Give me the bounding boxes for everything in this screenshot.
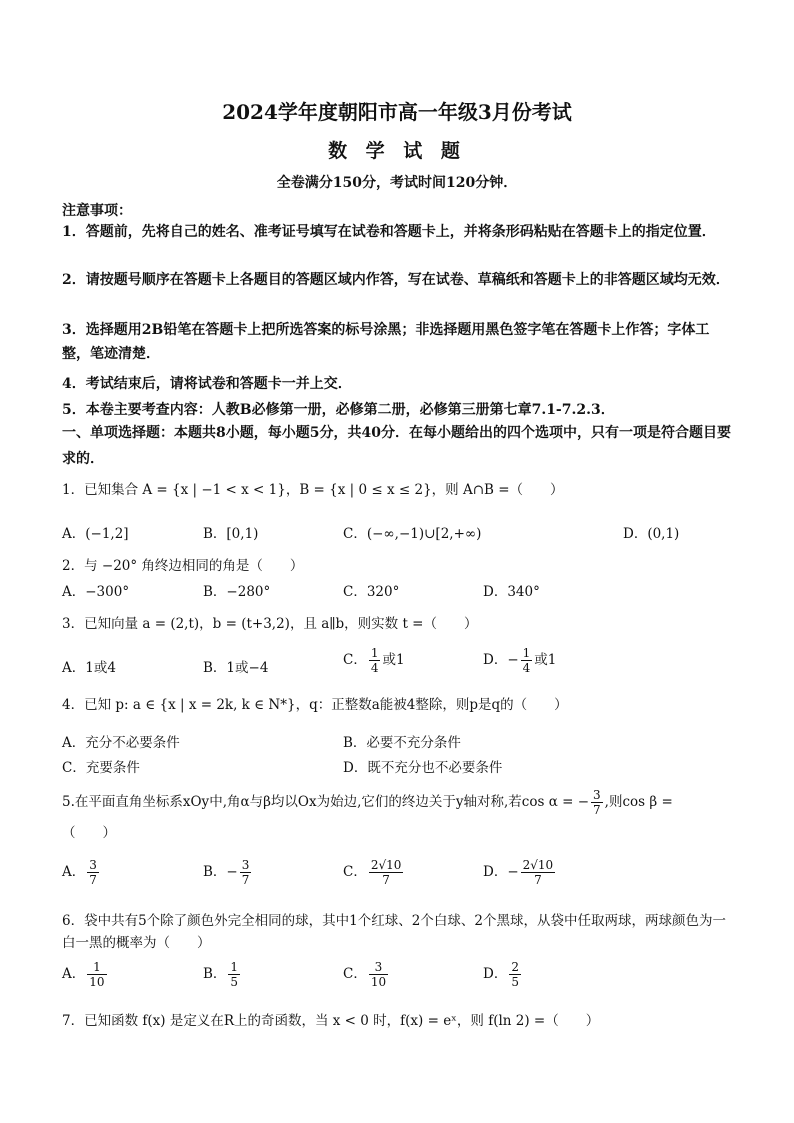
- fraction: [87, 960, 106, 989]
- exam-title: 2024学年度朝阳市高一年级3月份考试: [222, 100, 572, 124]
- option-label: B．: [203, 966, 227, 982]
- fraction: [509, 960, 521, 989]
- exam-meta: 全卷满分150分，考试时间120分钟．: [276, 175, 518, 191]
- fraction-denominator: 4: [522, 661, 531, 675]
- fraction-denominator: 4: [370, 661, 379, 675]
- q3-option-c: [343, 646, 405, 675]
- fraction: [591, 788, 603, 817]
- option-tail: 或1: [534, 652, 557, 668]
- q5-option-a: [62, 858, 101, 887]
- fraction: [369, 960, 388, 989]
- option-label: C．: [343, 864, 367, 880]
- fraction-denominator: 5: [511, 975, 519, 989]
- fraction-numerator: 1: [522, 646, 531, 660]
- q1-option-b: B．[0,1): [203, 526, 259, 542]
- q1-option-d: D．(0,1): [623, 526, 680, 542]
- question-4-stem: 4．已知 p: a ∈ {x | x = 2k, k ∈ N*}，q：正整数a能被4整除，则p是q的（ ）: [62, 697, 568, 713]
- fraction: [521, 646, 533, 675]
- fraction-numerator: 2√10: [370, 858, 402, 872]
- q6-option-c: [343, 960, 390, 989]
- question-6-stem: 6．袋中共有5个除了颜色外完全相同的球，其中1个红球、2个白球、2个黑球，从袋中任取两球，两球颜色为一白一黑的概率为（ ）: [62, 913, 726, 951]
- section-heading: 一、单项选择题：本题共8小题，每小题5分，共40分．在每小题给出的四个选项中，只有一项是符合题目要求的．: [62, 425, 731, 467]
- question-5-stem-line2: （ ）: [62, 825, 116, 841]
- fraction: [369, 646, 381, 675]
- fraction: [521, 858, 556, 887]
- question-5-stem: [62, 788, 752, 817]
- option-tail: 或1: [382, 652, 405, 668]
- q3-option-d: [483, 646, 556, 675]
- fraction-numerator: 1: [230, 960, 239, 974]
- question-2-stem: 2．与 −20° 角终边相同的角是（ ）: [62, 558, 304, 574]
- fraction-denominator: 7: [241, 873, 250, 887]
- fraction-denominator: 7: [534, 873, 542, 887]
- q4-option-d: D．既不充分也不必要条件: [343, 760, 503, 776]
- fraction-numerator: 3: [241, 858, 250, 872]
- q4-option-a: A．充分不必要条件: [62, 735, 180, 751]
- fraction: [369, 858, 404, 887]
- fraction-denominator: 7: [593, 803, 601, 817]
- note-item: 1．答题前，先将自己的姓名、准考证号填写在试卷和答题卡上，并将条形码粘贴在答题卡上的指定位置．: [62, 224, 716, 240]
- fraction-numerator: 2: [511, 960, 519, 974]
- q2-option-a: A．−300°: [62, 584, 130, 600]
- q2-option-d: D．340°: [483, 584, 540, 600]
- q1-option-c: C．(−∞,−1)∪[2,+∞): [343, 526, 482, 542]
- option-label: C．: [343, 966, 367, 982]
- option-label: D．−: [483, 652, 519, 668]
- fraction-numerator: 3: [89, 858, 97, 872]
- question-1-stem: 1．已知集合 A = {x | −1 < x < 1}，B = {x | 0 ≤ x ≤ 2}，则 A∩B =（ ）: [62, 482, 564, 498]
- option-label: D．−: [483, 864, 519, 880]
- note-item: 3．选择题用2B铅笔在答题卡上把所选答案的标号涂黑；非选择题用黑色签字笔在答题卡上作答；字体工整，笔迹清楚．: [62, 322, 710, 362]
- question-7-stem: 7．已知函数 f(x) 是定义在R上的奇函数，当 x < 0 时，f(x) = eˣ，则 f(ln 2) =（ ）: [62, 1013, 600, 1029]
- fraction-denominator: 10: [370, 975, 387, 989]
- fraction: [228, 960, 240, 989]
- fraction-numerator: 2√10: [522, 858, 554, 872]
- fraction-denominator: 5: [230, 975, 239, 989]
- option-label: D．: [483, 966, 508, 982]
- q5-option-c: [343, 858, 405, 887]
- option-label: A．: [62, 966, 86, 982]
- stem-text: 5.在平面直角坐标系xOy中,角α与β均以Ox为始边,它们的终边关于y轴对称,若cos α = −: [62, 794, 590, 810]
- fraction-numerator: 1: [370, 646, 379, 660]
- note-item: 5．本卷主要考查内容：人教B必修第一册，必修第二册，必修第三册第七章7.1-7.2.3．: [62, 402, 615, 418]
- q2-option-b: B．−280°: [203, 584, 271, 600]
- exam-subtitle: 数 学 试 题: [328, 140, 466, 162]
- q6-option-d: [483, 960, 523, 989]
- q3-option-b: B．1或−4: [203, 660, 269, 676]
- q6-option-b: [203, 960, 242, 989]
- q1-option-a: A．(−1,2]: [62, 526, 129, 542]
- fraction-numerator: 3: [593, 788, 601, 802]
- q3-option-a: A．1或4: [62, 660, 116, 676]
- fraction-numerator: 3: [369, 960, 388, 975]
- q2-option-c: C．320°: [343, 584, 400, 600]
- option-label: B．−: [203, 864, 238, 880]
- q5-option-d: [483, 858, 557, 887]
- fraction-numerator: 1: [87, 960, 106, 975]
- note-item: 4．考试结束后，请将试卷和答题卡一并上交．: [62, 376, 352, 392]
- q5-option-b: [203, 858, 253, 887]
- q6-option-a: [62, 960, 109, 989]
- fraction-denominator: 7: [382, 873, 390, 887]
- fraction-denominator: 10: [89, 975, 105, 989]
- question-3-stem: 3．已知向量 a = (2,t)，b = (t+3,2)，且 a∥b，则实数 t =（ ）: [62, 616, 478, 632]
- fraction: [240, 858, 252, 887]
- stem-tail: ,则cos β =: [604, 794, 673, 810]
- note-item: 2．请按题号顺序在答题卡上各题目的答题区域内作答，写在试卷、草稿纸和答题卡上的非答题区域均无效．: [62, 272, 730, 288]
- notes-title: 注意事项：: [62, 203, 132, 219]
- option-label: C．: [343, 652, 367, 668]
- fraction-denominator: 7: [89, 873, 97, 887]
- q4-option-b: B．必要不充分条件: [343, 735, 461, 751]
- q4-option-c: C．充要条件: [62, 760, 140, 776]
- fraction: [87, 858, 99, 887]
- option-label: A．: [62, 864, 86, 880]
